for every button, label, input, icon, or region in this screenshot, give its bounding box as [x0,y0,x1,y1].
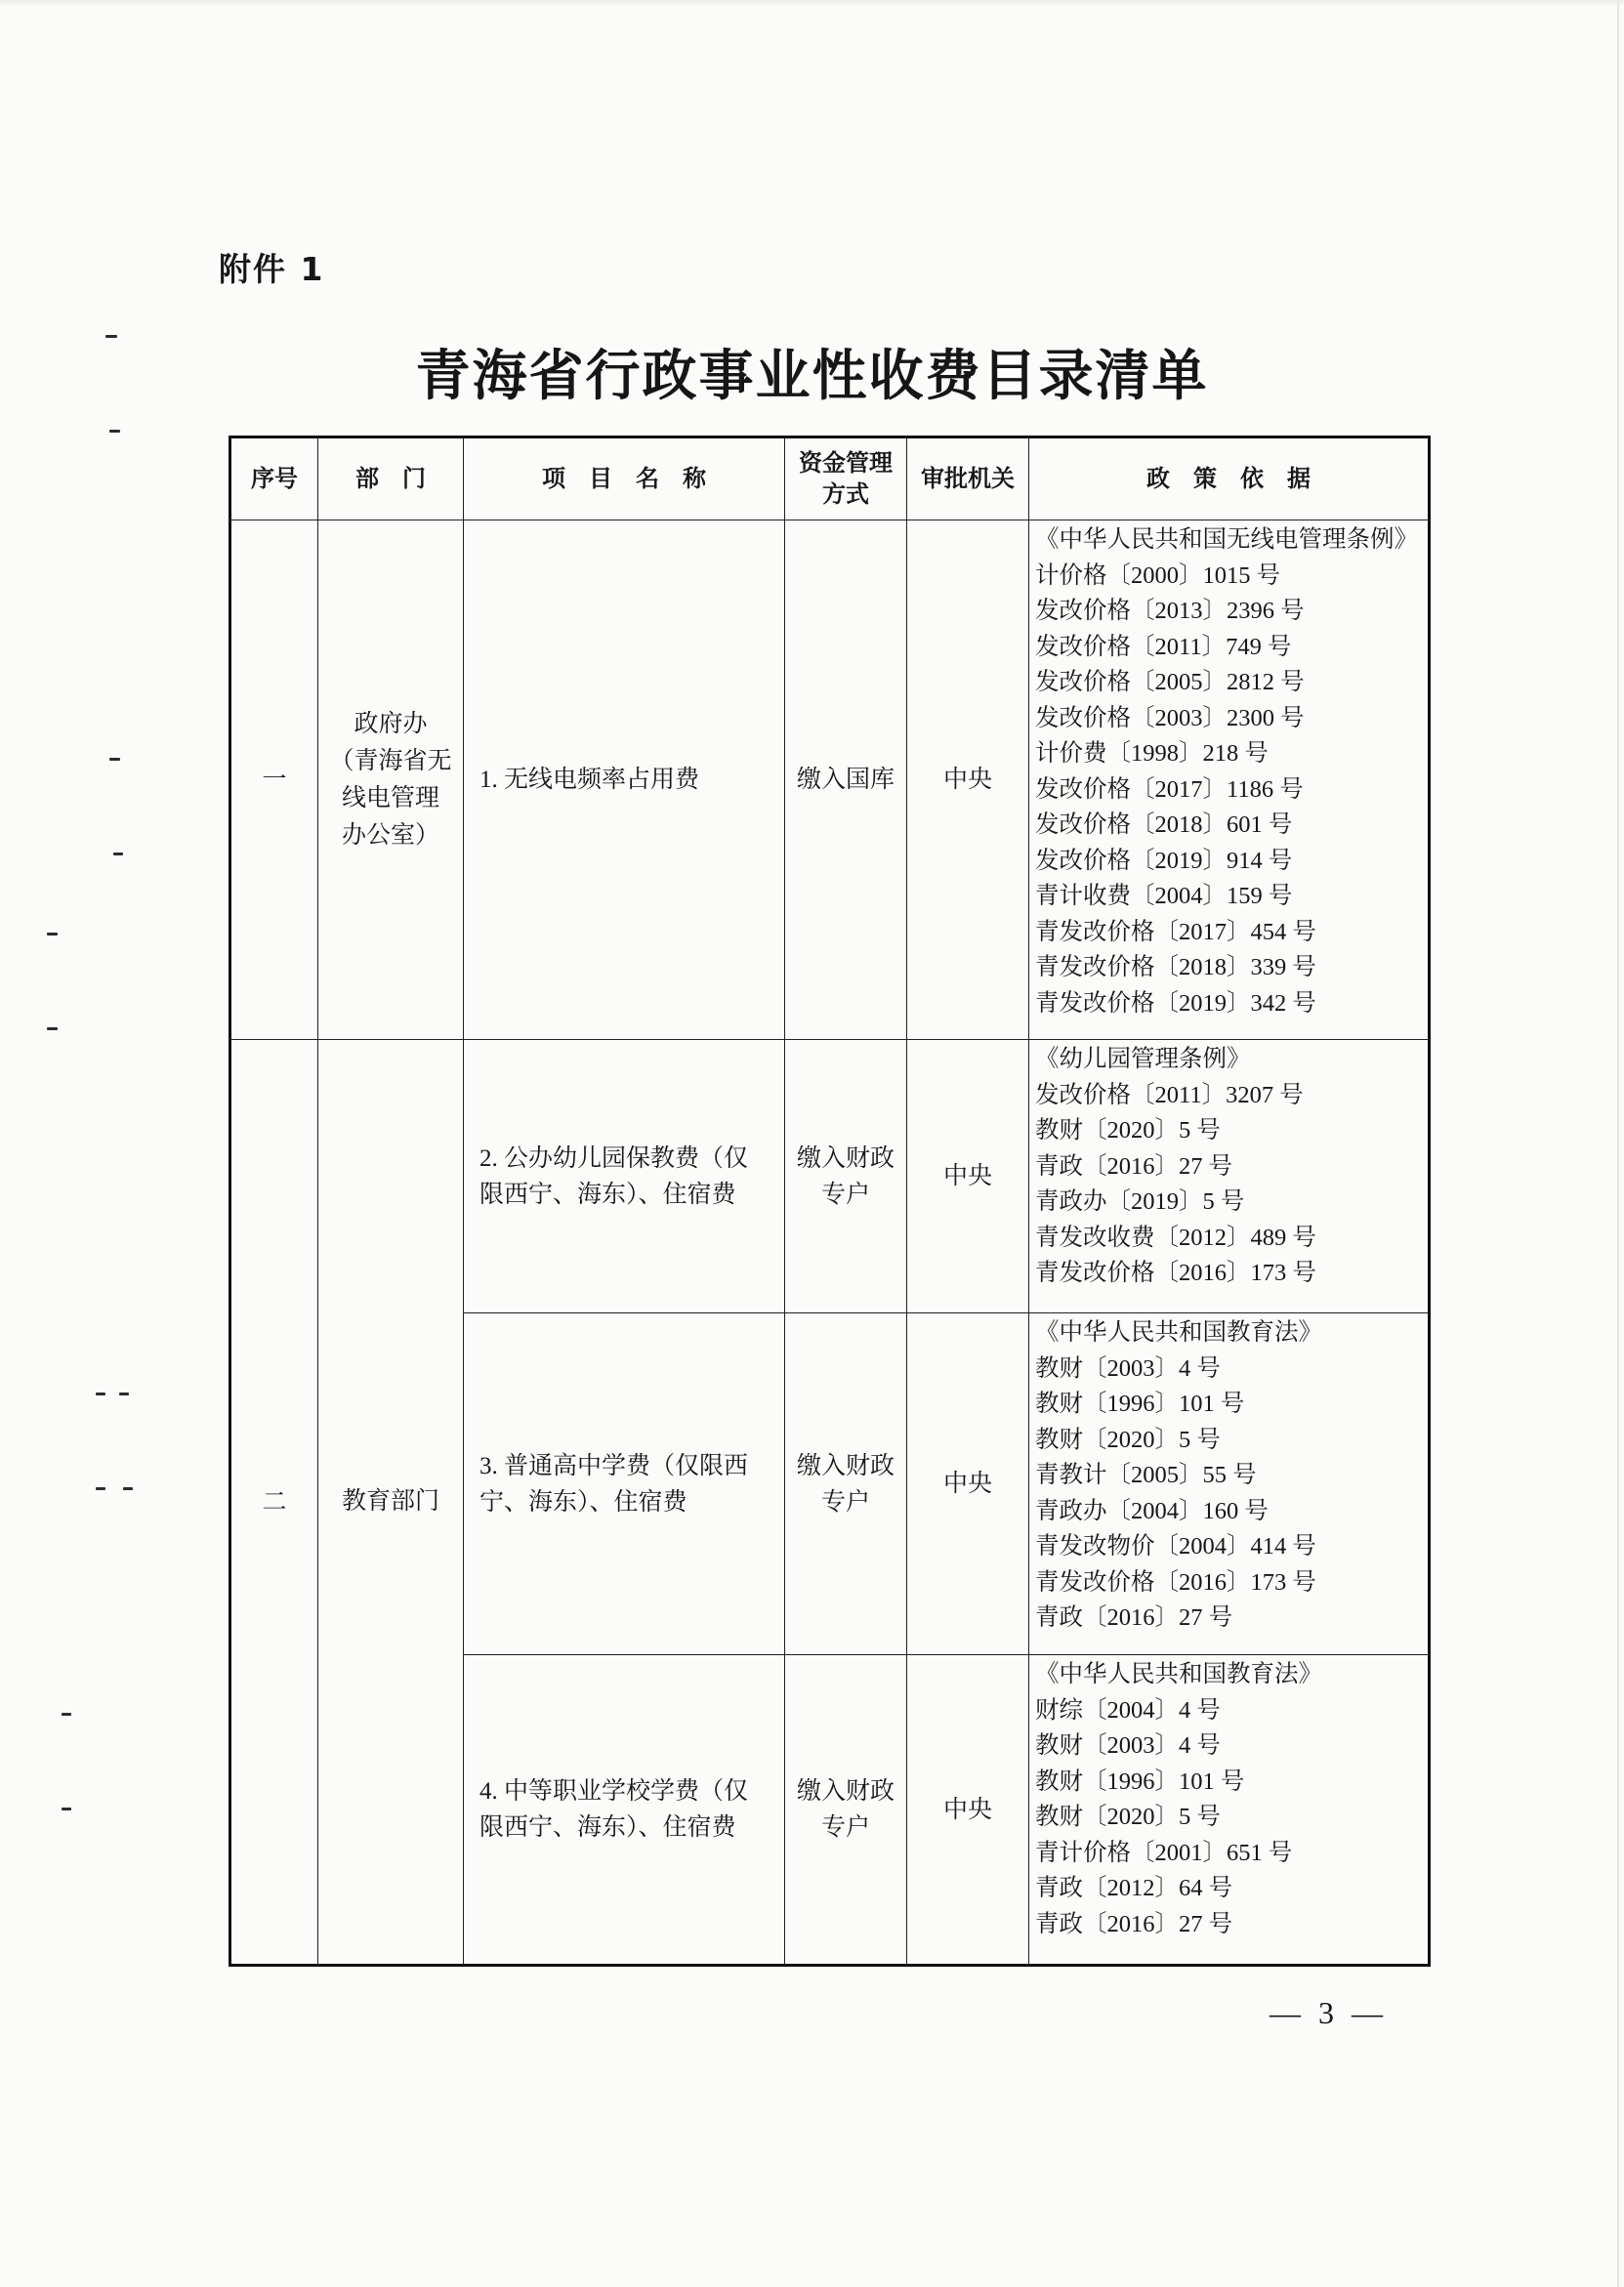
scan-mark [123,1487,133,1490]
scan-mark [119,1393,129,1395]
policy-basis-line: 青计价格〔2001〕651 号 [1035,1839,1293,1866]
policy-basis-line: 青发改物价〔2004〕414 号 [1035,1533,1316,1559]
policy-basis-line: 发改价格〔2005〕2812 号 [1035,669,1305,695]
policy-basis-line: 青政〔2016〕27 号 [1035,1910,1233,1937]
scan-mark [62,1808,71,1810]
fund-management: 缴入财政专户 [785,1313,907,1655]
fee-catalog-table [229,436,1431,1967]
policy-basis-line: 青发改价格〔2016〕173 号 [1035,1568,1316,1596]
item-name: 2. 公办幼儿园保教费（仅限西宁、海东）、住宿费 [464,1040,785,1313]
scan-mark [109,758,120,761]
scan-mark [96,1393,105,1395]
policy-basis-line: 计价费〔1998〕218 号 [1035,740,1269,767]
policy-basis-line: 《中华人民共和国教育法》 [1035,1319,1322,1346]
table-header-row [230,437,1430,520]
policy-basis-line: 发改价格〔2019〕914 号 [1035,847,1293,874]
policy-basis-line: 青政办〔2004〕160 号 [1035,1497,1269,1524]
item-name: 4. 中等职业学校学费（仅限西宁、海东）、住宿费 [464,1655,785,1966]
scan-mark [109,430,120,433]
policy-basis-line: 青政〔2012〕64 号 [1035,1875,1233,1901]
approval-authority: 中央 [907,520,1029,1040]
policy-basis-line: 青发改价格〔2019〕342 号 [1035,989,1316,1017]
header-item-name: 项 目 名 称 [464,437,785,520]
policy-basis-line: 青计收费〔2004〕159 号 [1035,883,1293,909]
policy-basis-line: 青发改价格〔2016〕173 号 [1035,1260,1316,1286]
scan-mark [105,335,117,338]
policy-basis-cell [1029,1040,1430,1313]
department-line: 政府办 [354,710,428,737]
policy-basis-line: 发改价格〔2003〕2300 号 [1035,704,1305,731]
policy-basis-line: 发改价格〔2011〕3207 号 [1035,1081,1304,1108]
department-line: （青海省无 [329,747,452,774]
table-row [230,520,1430,1040]
policy-basis-line: 青发改收费〔2012〕489 号 [1035,1224,1316,1251]
policy-basis-line: 发改价格〔2017〕1186 号 [1035,775,1304,803]
policy-basis-cell [1029,520,1430,1040]
scan-mark [47,933,58,936]
fund-management: 缴入财政专户 [785,1655,907,1966]
policy-basis-line: 计价格〔2000〕1015 号 [1035,561,1281,589]
department-line: 教育部门 [341,1488,439,1515]
department-line: 线电管理 [341,784,439,811]
policy-basis-line: 青政〔2016〕27 号 [1035,1604,1233,1631]
department-cell [318,1040,464,1966]
header-index: 序号 [230,437,318,520]
row-index: 二 [230,1040,318,1966]
scan-mark [47,1027,58,1030]
header-policy-basis: 政 策 依 据 [1029,437,1430,520]
policy-basis-line: 教财〔2003〕4 号 [1035,1732,1221,1759]
attachment-label: 附件 1 [219,250,325,288]
scan-mark [113,852,123,855]
scan-mark [62,1713,71,1716]
department-cell [318,520,464,1040]
fund-management: 缴入财政专户 [785,1040,907,1313]
policy-basis-line: 青发改价格〔2018〕339 号 [1035,954,1316,980]
row-index: 一 [230,520,318,1040]
policy-basis-line: 教财〔2003〕4 号 [1035,1354,1221,1382]
scan-edge-top [0,0,1624,6]
page-title: 青海省行政事业性收费目录清单 [415,347,1209,407]
item-name: 1. 无线电频率占用费 [464,520,785,1040]
policy-basis-line: 教财〔1996〕101 号 [1035,1767,1245,1795]
policy-basis-line: 发改价格〔2018〕601 号 [1035,811,1293,838]
policy-basis-line: 《中华人民共和国无线电管理条例》 [1035,526,1418,553]
policy-basis-line: 《幼儿园管理条例》 [1035,1046,1251,1072]
policy-basis-line: 青政〔2016〕27 号 [1035,1152,1233,1180]
policy-basis-line: 青发改价格〔2017〕454 号 [1035,918,1316,945]
policy-basis-line: 发改价格〔2013〕2396 号 [1035,598,1305,624]
header-fund-management: 资金管理方式 [785,437,907,520]
fund-management: 缴入国库 [785,520,907,1040]
policy-basis-line: 教财〔2020〕5 号 [1035,1804,1221,1830]
policy-basis-line: 教财〔1996〕101 号 [1035,1391,1245,1417]
policy-basis-line: 青教计〔2005〕55 号 [1035,1462,1257,1488]
policy-basis-line: 发改价格〔2011〕749 号 [1035,633,1292,660]
policy-basis-cell [1029,1655,1430,1966]
policy-basis-line: 财综〔2004〕4 号 [1035,1696,1221,1724]
scan-mark [96,1487,105,1490]
approval-authority: 中央 [907,1040,1029,1313]
page-number: — 3 — [1270,1995,1388,2030]
policy-basis-line: 《中华人民共和国教育法》 [1035,1661,1322,1687]
header-department: 部 门 [318,437,464,520]
department-line: 办公室） [341,821,439,849]
policy-basis-cell [1029,1313,1430,1655]
header-approval-authority: 审批机关 [907,437,1029,520]
policy-basis-line: 教财〔2020〕5 号 [1035,1426,1221,1453]
approval-authority: 中央 [907,1313,1029,1655]
policy-basis-line: 教财〔2020〕5 号 [1035,1117,1221,1144]
policy-basis-line: 青政办〔2019〕5 号 [1035,1188,1245,1215]
approval-authority: 中央 [907,1655,1029,1966]
item-name: 3. 普通高中学费（仅限西宁、海东）、住宿费 [464,1313,785,1655]
table-row [230,1040,1430,1313]
